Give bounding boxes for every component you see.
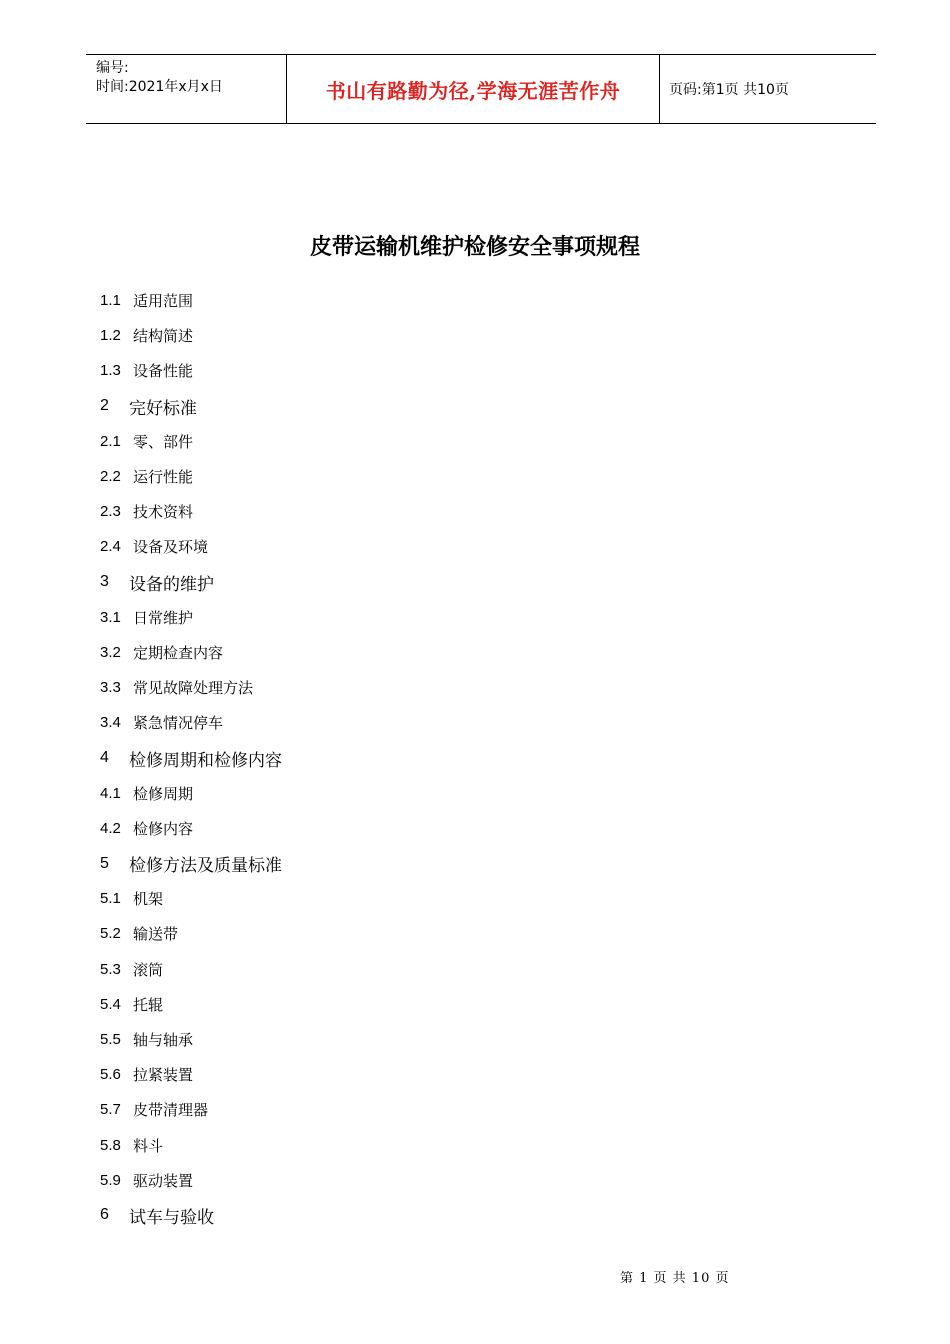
toc-subsection (100, 353, 800, 388)
toc-section (100, 740, 800, 775)
toc-label: 设备及环境 (133, 538, 209, 557)
table-of-contents (100, 283, 800, 1233)
toc-number: 5.1 (100, 890, 121, 908)
toc-label: 技术资料 (133, 503, 194, 522)
toc-subsection (100, 600, 800, 635)
toc-number: 5.8 (100, 1136, 121, 1154)
toc-label: 检修内容 (133, 819, 194, 838)
toc-section (100, 1198, 800, 1233)
toc-number: 2.4 (100, 538, 121, 556)
toc-label: 检修方法及质量标准 (129, 856, 282, 877)
toc-label: 拉紧装置 (133, 1066, 194, 1085)
toc-subsection (100, 705, 800, 740)
toc-subsection (100, 1163, 800, 1198)
toc-section (100, 846, 800, 881)
toc-subsection (100, 776, 800, 811)
toc-label: 定期检查内容 (133, 643, 224, 662)
toc-label: 常见故障处理方法 (133, 679, 254, 698)
toc-subsection (100, 424, 800, 459)
toc-subsection (100, 1092, 800, 1127)
toc-subsection (100, 529, 800, 564)
toc-number: 3.3 (100, 679, 121, 697)
toc-label: 检修周期 (133, 784, 194, 803)
toc-subsection (100, 811, 800, 846)
toc-label: 运行性能 (133, 468, 194, 487)
toc-label: 设备的维护 (129, 574, 214, 595)
toc-subsection (100, 1057, 800, 1092)
toc-number: 2 (100, 397, 109, 415)
toc-subsection (100, 459, 800, 494)
toc-label: 日常维护 (133, 608, 194, 627)
motto: 书山有路勤为径,学海无涯苦作舟 (325, 78, 621, 103)
header-page-cell (660, 55, 876, 123)
toc-label: 料斗 (133, 1136, 164, 1155)
toc-number: 5.3 (100, 960, 121, 978)
time-label: 时间:2021年x月x日 (96, 79, 223, 95)
toc-label: 试车与验收 (129, 1207, 214, 1228)
page-footer: 第 1 页 共 10 页 (620, 1271, 730, 1286)
toc-number: 5.9 (100, 1171, 121, 1189)
number-label: 编号: (96, 60, 129, 76)
toc-label: 检修周期和检修内容 (129, 750, 282, 771)
toc-subsection (100, 670, 800, 705)
toc-label: 驱动装置 (133, 1171, 194, 1190)
toc-label: 轴与轴承 (133, 1031, 194, 1050)
header-info-cell (86, 55, 287, 123)
toc-number: 5.5 (100, 1031, 121, 1049)
toc-section (100, 389, 800, 424)
toc-number: 2.2 (100, 468, 121, 486)
toc-subsection (100, 987, 800, 1022)
toc-number: 5.7 (100, 1101, 121, 1119)
toc-subsection (100, 318, 800, 353)
toc-label: 输送带 (133, 925, 179, 944)
toc-number: 2.1 (100, 432, 121, 450)
toc-number: 3 (100, 573, 109, 591)
header-motto-cell (287, 55, 660, 123)
toc-label: 结构简述 (133, 327, 194, 346)
toc-number: 3.1 (100, 608, 121, 626)
toc-number: 1.2 (100, 327, 121, 345)
toc-label: 完好标准 (129, 398, 197, 419)
toc-subsection (100, 283, 800, 318)
toc-subsection (100, 635, 800, 670)
toc-subsection (100, 881, 800, 916)
toc-number: 4.1 (100, 784, 121, 802)
toc-subsection (100, 916, 800, 951)
toc-label: 机架 (133, 890, 164, 909)
toc-label: 托辊 (133, 995, 164, 1014)
header-table (86, 54, 876, 124)
toc-number: 6 (100, 1206, 109, 1224)
toc-number: 2.3 (100, 503, 121, 521)
toc-number: 3.2 (100, 643, 121, 661)
toc-number: 1.3 (100, 362, 121, 380)
toc-subsection (100, 1022, 800, 1057)
toc-number: 3.4 (100, 714, 121, 732)
toc-label: 滚筒 (133, 960, 164, 979)
toc-label: 设备性能 (133, 362, 194, 381)
toc-subsection (100, 494, 800, 529)
toc-label: 紧急情况停车 (133, 714, 224, 733)
toc-number: 5.6 (100, 1066, 121, 1084)
document-title: 皮带运输机维护检修安全事项规程 (309, 235, 640, 260)
toc-section (100, 565, 800, 600)
toc-label: 适用范围 (133, 292, 194, 311)
toc-number: 5.2 (100, 925, 121, 943)
toc-subsection (100, 1128, 800, 1163)
toc-label: 皮带清理器 (133, 1101, 209, 1120)
page-code: 页码:第1页 共10页 (669, 82, 789, 98)
toc-subsection (100, 952, 800, 987)
toc-number: 4 (100, 749, 109, 767)
toc-number: 5 (100, 854, 109, 872)
toc-number: 5.4 (100, 995, 121, 1013)
toc-label: 零、部件 (133, 432, 194, 451)
toc-number: 1.1 (100, 292, 121, 310)
toc-number: 4.2 (100, 819, 121, 837)
